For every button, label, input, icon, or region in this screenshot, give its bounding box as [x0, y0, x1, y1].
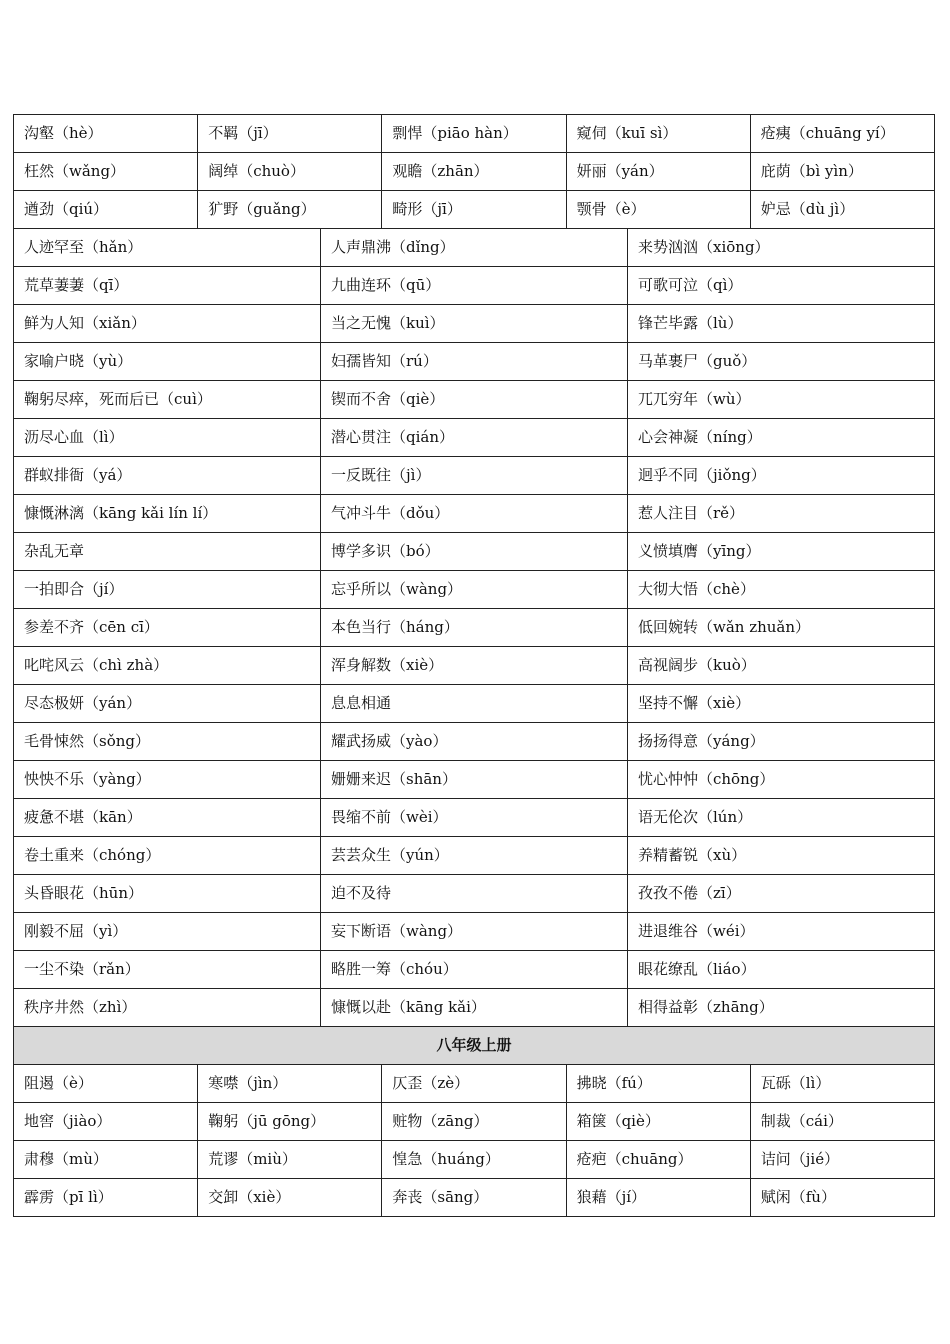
- word-cell: 畏缩不前（wèi）: [321, 799, 628, 837]
- word-cell: 疲惫不堪（kān）: [14, 799, 321, 837]
- table-row: [14, 305, 935, 343]
- word-cell: 扬扬得意（yáng）: [628, 723, 935, 761]
- word-cell: 耀武扬威（yào）: [321, 723, 628, 761]
- word-cell: 制裁（cái）: [750, 1103, 934, 1141]
- section-heading: 八年级上册: [14, 1027, 935, 1065]
- word-cell: 杂乱无章: [14, 533, 321, 571]
- word-cell: 高视阔步（kuò）: [628, 647, 935, 685]
- word-cell: 姗姗来迟（shān）: [321, 761, 628, 799]
- word-cell: 可歌可泣（qì）: [628, 267, 935, 305]
- word-cell: 瓦砾（lì）: [750, 1065, 934, 1103]
- table-row: [14, 609, 935, 647]
- table-row: [14, 1179, 935, 1217]
- word-cell: 沟壑（hè）: [14, 115, 198, 153]
- word-cell: 人迹罕至（hǎn）: [14, 229, 321, 267]
- word-cell: 当之无愧（kuì）: [321, 305, 628, 343]
- word-cell: 窥伺（kuī sì）: [566, 115, 750, 153]
- table-row: [14, 571, 935, 609]
- word-cell: 肃穆（mù）: [14, 1141, 198, 1179]
- word-cell: 霹雳（pī lì）: [14, 1179, 198, 1217]
- table-row: [14, 1103, 935, 1141]
- word-cell: 阔绰（chuò）: [198, 153, 382, 191]
- word-cell: 一拍即合（jí）: [14, 571, 321, 609]
- word-cell: 一反既往（jì）: [321, 457, 628, 495]
- section-heading-row: [14, 1027, 935, 1065]
- table-row: [14, 1141, 935, 1179]
- table-row: [14, 989, 935, 1027]
- table-row: [14, 685, 935, 723]
- word-cell: 鲜为人知（xiǎn）: [14, 305, 321, 343]
- vocabulary-sheet: [13, 114, 935, 1217]
- word-cell: 语无伦次（lún）: [628, 799, 935, 837]
- word-cell: 群蚁排衙（yá）: [14, 457, 321, 495]
- word-cell: 大彻大悟（chè）: [628, 571, 935, 609]
- word-cell: 箱箧（qiè）: [566, 1103, 750, 1141]
- table-row: [14, 1065, 935, 1103]
- word-cell: 赋闲（fù）: [750, 1179, 934, 1217]
- word-cell: 家喻户晓（yù）: [14, 343, 321, 381]
- word-cell: 眼花缭乱（liáo）: [628, 951, 935, 989]
- vocab-table-section-a: [13, 114, 935, 229]
- table-row: [14, 837, 935, 875]
- word-cell: 沥尽心血（lì）: [14, 419, 321, 457]
- word-cell: 慷慨以赴（kāng kǎi）: [321, 989, 628, 1027]
- word-cell: 来势汹汹（xiōng）: [628, 229, 935, 267]
- word-cell: 犷野（guǎng）: [198, 191, 382, 229]
- word-cell: 地窖（jiào）: [14, 1103, 198, 1141]
- word-cell: 义愤填膺（yīng）: [628, 533, 935, 571]
- table-row: [14, 419, 935, 457]
- word-cell: 忘乎所以（wàng）: [321, 571, 628, 609]
- word-cell: 养精蓄锐（xù）: [628, 837, 935, 875]
- word-cell: 进退维谷（wéi）: [628, 913, 935, 951]
- word-cell: 叱咤风云（chì zhà）: [14, 647, 321, 685]
- table-row: [14, 799, 935, 837]
- word-cell: 寒噤（jìn）: [198, 1065, 382, 1103]
- word-cell: 刚毅不屈（yì）: [14, 913, 321, 951]
- word-cell: 博学多识（bó）: [321, 533, 628, 571]
- word-cell: 息息相通: [321, 685, 628, 723]
- word-cell: 妇孺皆知（rú）: [321, 343, 628, 381]
- word-cell: 剽悍（piāo hàn）: [382, 115, 566, 153]
- word-cell: 疮疤（chuāng）: [566, 1141, 750, 1179]
- word-cell: 荒草萋萋（qī）: [14, 267, 321, 305]
- word-cell: 本色当行（háng）: [321, 609, 628, 647]
- word-cell: 拂晓（fú）: [566, 1065, 750, 1103]
- word-cell: 庇荫（bì yìn）: [750, 153, 934, 191]
- word-cell: 遒劲（qiú）: [14, 191, 198, 229]
- word-cell: 毛骨悚然（sǒng）: [14, 723, 321, 761]
- word-cell: 枉然（wǎng）: [14, 153, 198, 191]
- word-cell: 参差不齐（cēn cī）: [14, 609, 321, 647]
- table-row: [14, 343, 935, 381]
- table-row: [14, 115, 935, 153]
- word-cell: 赃物（zāng）: [382, 1103, 566, 1141]
- table-row: [14, 951, 935, 989]
- word-cell: 忧心忡忡（chōng）: [628, 761, 935, 799]
- word-cell: 诘问（jié）: [750, 1141, 934, 1179]
- table-row: [14, 267, 935, 305]
- table-row: [14, 533, 935, 571]
- word-cell: 鞠躬（jū gōng）: [198, 1103, 382, 1141]
- section-heading-table: [13, 1026, 935, 1065]
- word-cell: 略胜一筹（chóu）: [321, 951, 628, 989]
- word-cell: 妍丽（yán）: [566, 153, 750, 191]
- word-cell: 妒忌（dù jì）: [750, 191, 934, 229]
- word-cell: 潜心贯注（qián）: [321, 419, 628, 457]
- word-cell: 人声鼎沸（dǐng）: [321, 229, 628, 267]
- word-cell: 鞠躬尽瘁，死而后已（cuì）: [14, 381, 321, 419]
- table-row: [14, 647, 935, 685]
- word-cell: 气冲斗牛（dǒu）: [321, 495, 628, 533]
- table-row: [14, 723, 935, 761]
- word-cell: 妄下断语（wàng）: [321, 913, 628, 951]
- word-cell: 阻遏（è）: [14, 1065, 198, 1103]
- word-cell: 畸形（jī）: [382, 191, 566, 229]
- table-row: [14, 191, 935, 229]
- word-cell: 颚骨（è）: [566, 191, 750, 229]
- table-row: [14, 761, 935, 799]
- word-cell: 狼藉（jí）: [566, 1179, 750, 1217]
- word-cell: 奔丧（sāng）: [382, 1179, 566, 1217]
- word-cell: 浑身解数（xiè）: [321, 647, 628, 685]
- word-cell: 九曲连环（qū）: [321, 267, 628, 305]
- word-cell: 惹人注目（rě）: [628, 495, 935, 533]
- word-cell: 荒谬（miù）: [198, 1141, 382, 1179]
- word-cell: 兀兀穷年（wù）: [628, 381, 935, 419]
- word-cell: 慷慨淋漓（kāng kǎi lín lí）: [14, 495, 321, 533]
- word-cell: 一尘不染（rǎn）: [14, 951, 321, 989]
- word-cell: 尽态极妍（yán）: [14, 685, 321, 723]
- word-cell: 怏怏不乐（yàng）: [14, 761, 321, 799]
- idiom-table: [13, 228, 935, 1027]
- word-cell: 不羁（jī）: [198, 115, 382, 153]
- word-cell: 迥乎不同（jiǒng）: [628, 457, 935, 495]
- word-cell: 头昏眼花（hūn）: [14, 875, 321, 913]
- table-row: [14, 229, 935, 267]
- word-cell: 秩序井然（zhì）: [14, 989, 321, 1027]
- word-cell: 马革裹尸（guǒ）: [628, 343, 935, 381]
- word-cell: 相得益彰（zhāng）: [628, 989, 935, 1027]
- table-row: [14, 495, 935, 533]
- table-row: [14, 457, 935, 495]
- word-cell: 交卸（xiè）: [198, 1179, 382, 1217]
- word-cell: 心会神凝（níng）: [628, 419, 935, 457]
- word-cell: 卷土重来（chóng）: [14, 837, 321, 875]
- word-cell: 芸芸众生（yún）: [321, 837, 628, 875]
- word-cell: 坚持不懈（xiè）: [628, 685, 935, 723]
- table-row: [14, 875, 935, 913]
- word-cell: 观瞻（zhān）: [382, 153, 566, 191]
- word-cell: 迫不及待: [321, 875, 628, 913]
- word-cell: 锲而不舍（qiè）: [321, 381, 628, 419]
- vocab-table-section-c: [13, 1064, 935, 1217]
- word-cell: 低回婉转（wǎn zhuǎn）: [628, 609, 935, 647]
- table-row: [14, 381, 935, 419]
- word-cell: 仄歪（zè）: [382, 1065, 566, 1103]
- table-row: [14, 913, 935, 951]
- table-row: [14, 153, 935, 191]
- word-cell: 孜孜不倦（zī）: [628, 875, 935, 913]
- word-cell: 锋芒毕露（lù）: [628, 305, 935, 343]
- word-cell: 疮痍（chuāng yí）: [750, 115, 934, 153]
- word-cell: 惶急（huáng）: [382, 1141, 566, 1179]
